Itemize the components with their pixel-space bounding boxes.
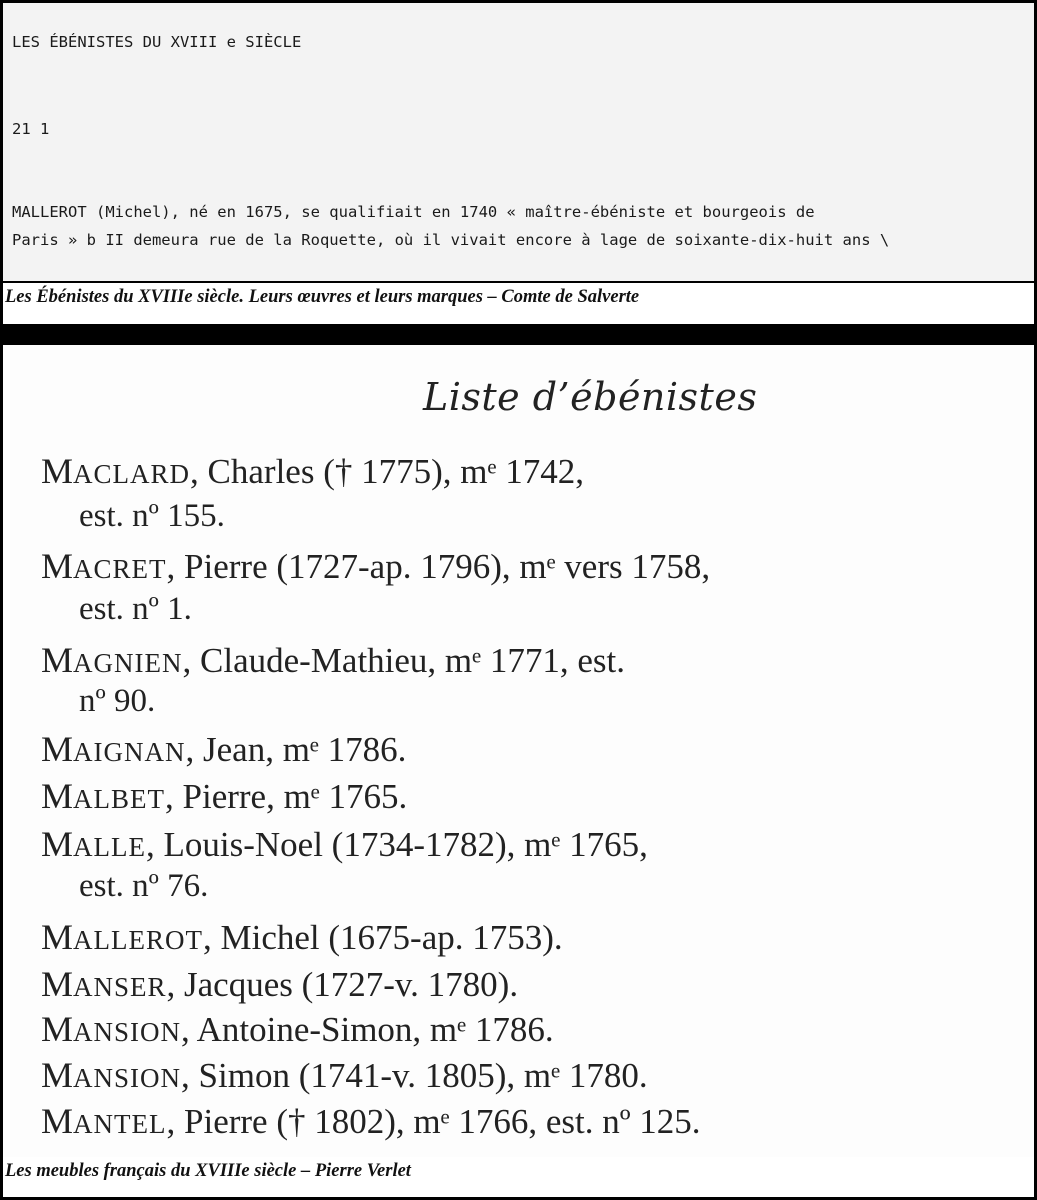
list-entry: MANSION, Simon (1741-v. 1805), mᵉ 1780. (41, 1055, 648, 1095)
list-entry: MALBET, Pierre, mᵉ 1765. (41, 776, 408, 816)
caption-top (3, 283, 1034, 324)
ocr-title: LES ÉBÉNISTES DU XVIII e SIÈCLE (12, 33, 302, 51)
list-entry: MALLE, Louis-Noel (1734-1782), mᵉ 1765, (41, 824, 648, 864)
ocr-text-panel (3, 3, 1034, 281)
scanned-page-panel (3, 345, 1034, 1157)
ocr-page-number: 21 1 (12, 120, 50, 138)
ocr-line-2: Paris » b II demeura rue de la Roquette, où il vivait encore à lage de soixante-dix-huit ans \ (12, 231, 890, 249)
list-entry: MACLARD, Charles († 1775), mᵉ 1742, (41, 451, 584, 491)
caption-bottom-text: Les meubles français du XVIIIe siècle – Pierre Verlet (5, 1161, 411, 1181)
list-entry: MAIGNAN, Jean, mᵉ 1786. (41, 729, 407, 769)
list-heading: Liste d’ébénistes (423, 375, 758, 419)
list-entry-continuation: est. nº 1. (79, 591, 192, 627)
list-entry: MANTEL, Pierre († 1802), mᵉ 1766, est. nº 125. (41, 1101, 701, 1141)
caption-top-text: Les Ébénistes du XVIIIe siècle. Leurs œuvres et leurs marques – Comte de Salverte (5, 287, 640, 307)
list-entry: MANSION, Antoine-Simon, mᵉ 1786. (41, 1009, 554, 1049)
list-entry: MAGNIEN, Claude-Mathieu, mᵉ 1771, est. (41, 640, 626, 680)
ocr-line-1: MALLEROT (Michel), né en 1675, se qualifiait en 1740 « maître-ébéniste et bourgeois de (12, 203, 815, 221)
list-entry: MALLEROT, Michel (1675-ap. 1753). (41, 917, 563, 957)
list-entry: MACRET, Pierre (1727-ap. 1796), mᵉ vers 1758, (41, 546, 711, 586)
list-entry-continuation: nº 90. (79, 683, 156, 719)
list-entry-continuation: est. nº 155. (79, 498, 225, 534)
list-entry-continuation: est. nº 76. (79, 868, 209, 904)
caption-bottom (3, 1157, 1034, 1197)
list-entry: MANSER, Jacques (1727-v. 1780). (41, 964, 519, 1004)
